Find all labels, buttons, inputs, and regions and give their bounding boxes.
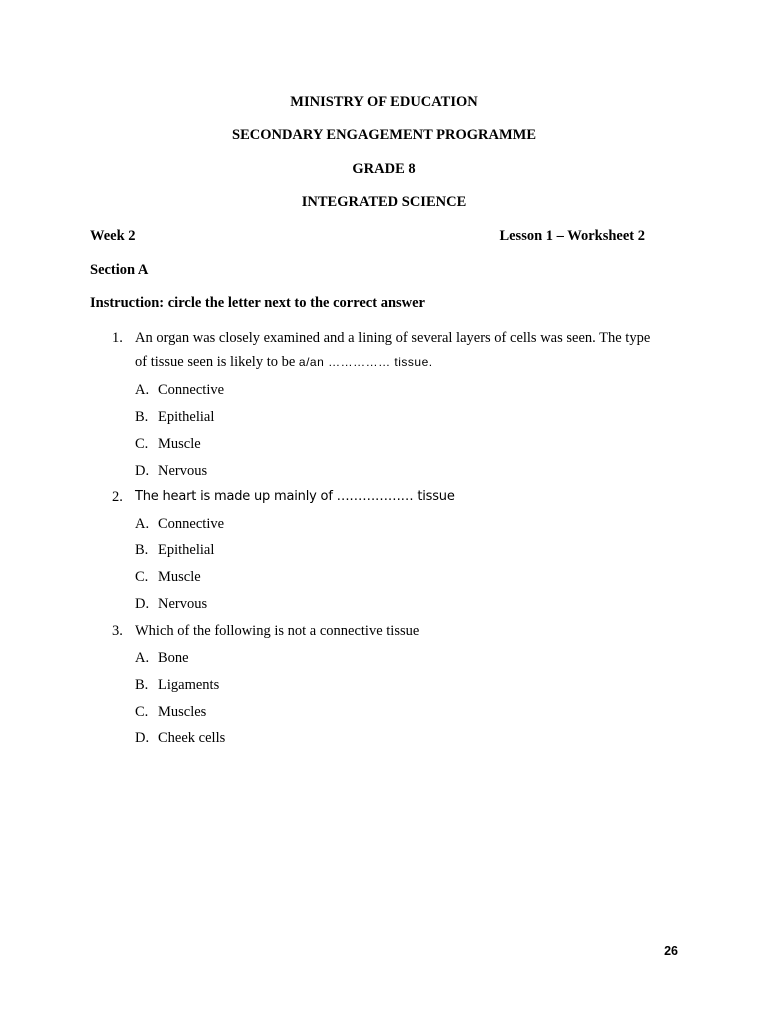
question-1-text-line1: An organ was closely examined and a lining of several layers of cells was seen. The type xyxy=(135,330,651,346)
q3-option-b-text: Ligaments xyxy=(158,677,220,693)
lesson-label: Lesson 1 – Worksheet 2 xyxy=(499,228,645,244)
q2-option-d-text: Nervous xyxy=(158,596,208,612)
q1-option-d-letter[interactable]: D. xyxy=(135,463,150,479)
q1-option-a-letter[interactable]: A. xyxy=(135,382,150,398)
q3-option-c-letter[interactable]: C. xyxy=(135,704,149,720)
q2-option-b-text: Epithelial xyxy=(158,542,215,558)
page-number: 26 xyxy=(664,944,678,958)
question-2-number: 2. xyxy=(112,489,123,505)
question-3-number: 3. xyxy=(112,623,123,639)
question-1-number: 1. xyxy=(112,330,123,346)
q1-option-c-letter[interactable]: C. xyxy=(135,436,149,452)
q2-option-c-letter[interactable]: C. xyxy=(135,569,149,585)
q1-option-d-text: Nervous xyxy=(158,463,208,479)
programme-heading: SECONDARY ENGAGEMENT PROGRAMME xyxy=(232,127,536,143)
q2-option-a-text: Connective xyxy=(158,516,225,532)
q2-option-b-letter[interactable]: B. xyxy=(135,542,149,558)
q3-option-b-letter[interactable]: B. xyxy=(135,677,149,693)
question-3-text: Which of the following is not a connective tissue xyxy=(135,623,420,639)
question-1-text-line2 xyxy=(135,353,433,371)
q3-option-d-letter[interactable]: D. xyxy=(135,730,150,746)
ministry-heading: MINISTRY OF EDUCATION xyxy=(290,94,478,110)
week-label: Week 2 xyxy=(90,228,136,244)
instruction-text: Instruction: circle the letter next to the correct answer xyxy=(90,295,425,311)
section-label: Section A xyxy=(90,262,149,278)
q2-option-a-letter[interactable]: A. xyxy=(135,516,150,532)
q1-option-b-letter[interactable]: B. xyxy=(135,409,149,425)
q3-option-c-text: Muscles xyxy=(158,704,207,720)
q2-option-c-text: Muscle xyxy=(158,569,201,585)
question-2-text: The heart is made up mainly of ……………… tissue xyxy=(135,489,455,504)
q2-option-d-letter[interactable]: D. xyxy=(135,596,150,612)
q3-option-a-text: Bone xyxy=(158,650,189,666)
q1-option-b-text: Epithelial xyxy=(158,409,215,425)
subject-heading: INTEGRATED SCIENCE xyxy=(301,194,467,210)
q3-option-a-letter[interactable]: A. xyxy=(135,650,150,666)
question-1-text-line2-prefix: of tissue seen is likely to be xyxy=(135,354,299,370)
q1-option-a-text: Connective xyxy=(158,382,225,398)
q3-option-d-text: Cheek cells xyxy=(158,730,226,746)
grade-heading: GRADE 8 xyxy=(352,161,416,177)
question-1-text-line2-blank: a/an …………… tissue. xyxy=(298,355,433,369)
q1-option-c-text: Muscle xyxy=(158,436,201,452)
